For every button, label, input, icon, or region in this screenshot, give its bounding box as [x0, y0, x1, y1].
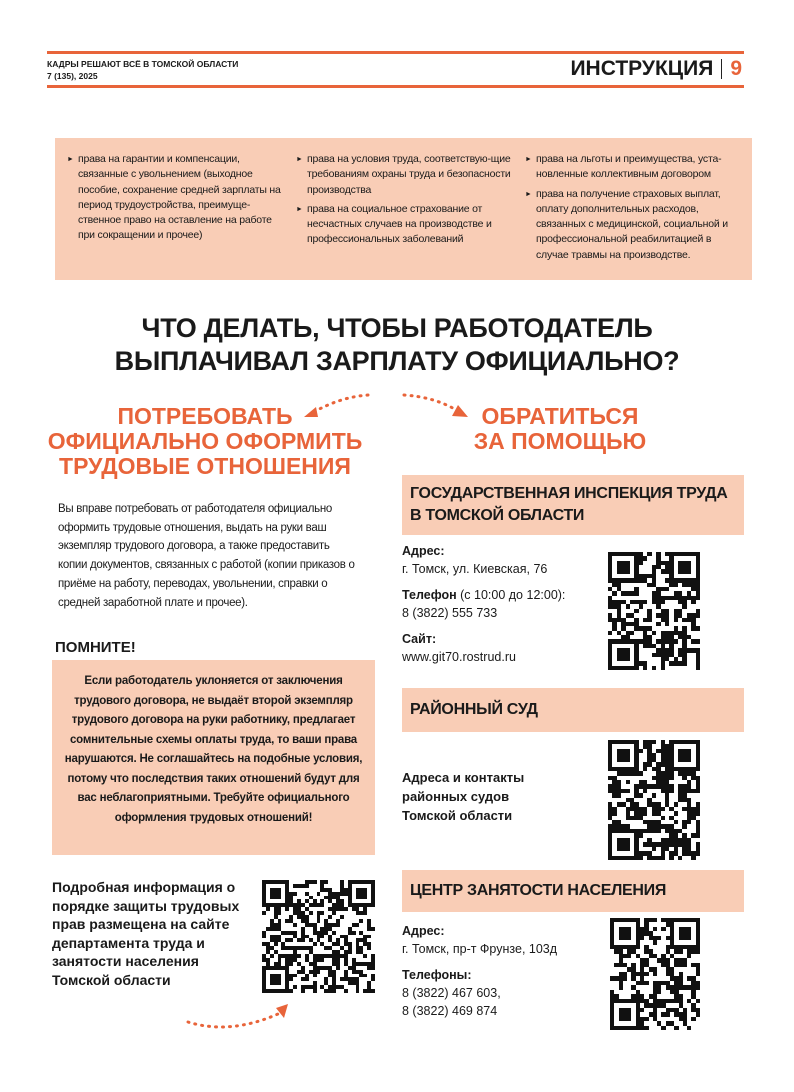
qr-module: [696, 856, 700, 860]
qr-code-department[interactable]: [262, 880, 375, 993]
left-paragraph: Вы вправе потребовать от работодателя официально оформить трудовые отношения, выдать на руки ваш экземпляр трудового договора, а также предоставить копии документов, связанных с работой (копии приказов о приёме на работу, переводах, увольнении, справки о средней заработной плате и прочее).: [58, 503, 355, 609]
more-info-text: Подробная информация о порядке защиты трудовых прав размещена на сайте департамента труда и занятости населения Томской области: [52, 879, 240, 988]
heading-line: ТРУДОВЫЕ ОТНОШЕНИЯ: [59, 453, 351, 479]
git-header: ГОСУДАРСТВЕННАЯ ИНСПЕКЦИЯ ТРУДА В ТОМСКОЙ ОБЛАСТИ: [402, 475, 744, 535]
site-link[interactable]: www.git70.rostrud.ru: [402, 650, 516, 664]
rights-box: [55, 138, 752, 280]
rights-item: ► права на льготы и преимущества, уста-новленные коллективным договором: [525, 152, 742, 183]
rights-item: ► права на условия труда, соответствую-щие требованиям охраны труда и безопасности производства: [296, 152, 513, 198]
rights-item: ► права на получение страховых выплат, оплату дополнительных расходов, связанных с медицинской, социальной и профессиональной реабилитацией в случае травмы на производстве.: [525, 187, 742, 263]
heading-line: ПОТРЕБОВАТЬ: [117, 403, 293, 429]
phone-label: Телефон: [402, 588, 457, 602]
masthead: [47, 58, 238, 82]
main-headline: [0, 312, 794, 378]
remember-box: Если работодатель уклоняется от заключения трудового договора, не выдаёт второй экземпляр трудового договора на руки работнику, предлагает сомнительные схемы оплаты труда, то ваши права нарушаются. Не соглашайтесь на подобные условия, потому что последствия таких отношений будут для вас неблагоприятными. Требуйте официального оформления трудовых отношений!: [52, 660, 375, 855]
rights-item: ► права на гарантии и компенсации, связанные с увольнением (выходное пособие, сохранение средней зарплаты на период трудоустройства, преимуще-ственное право на оставление на работе при сокращении и прочее): [67, 152, 284, 244]
qr-module: [696, 1026, 700, 1030]
left-heading: [40, 404, 370, 479]
rights-item: ► права на социальное страхование от несчастных случаев на производстве и профессиональных заболеваний: [296, 202, 513, 248]
address-value: г. Томск, ул. Киевская, 76: [402, 562, 548, 576]
court-text: Адреса и контакты районных судов Томской области: [402, 770, 525, 823]
phone-value: 8 (3822) 469 874: [402, 1004, 498, 1018]
issue-number: 7 (135), 2025: [47, 71, 98, 81]
heading-line: ЗА ПОМОЩЬЮ: [473, 428, 647, 454]
address-value: г. Томск, пр-т Фрунзе, 103д: [402, 942, 558, 956]
headline-line: ВЫПЛАЧИВАЛ ЗАРПЛАТУ ОФИЦИАЛЬНО?: [114, 346, 680, 376]
top-rule: [47, 51, 744, 54]
site-label: Сайт:: [402, 632, 437, 646]
right-heading: [400, 404, 720, 454]
qr-code-git[interactable]: [608, 552, 700, 670]
arrowhead-icon: [276, 1004, 288, 1018]
address-label: Адрес:: [402, 924, 445, 938]
phone-value: 8 (3822) 467 603,: [402, 986, 501, 1000]
dotted-arrow-bottom: [180, 1000, 300, 1040]
phone-hours: (с 10:00 до 12:00):: [456, 588, 566, 602]
divider: [721, 59, 722, 79]
qr-code-court[interactable]: [608, 740, 700, 860]
headline-line: ЧТО ДЕЛАТЬ, ЧТОБЫ РАБОТОДАТЕЛЬ: [141, 313, 653, 343]
section-title: ИНСТРУКЦИЯ: [570, 57, 714, 80]
court-header: РАЙОННЫЙ СУД: [402, 688, 744, 732]
dotted-line: [188, 1014, 278, 1027]
qr-code-czn[interactable]: [610, 918, 700, 1030]
rights-col-2: [296, 152, 513, 280]
git-contacts: [402, 542, 602, 666]
rights-col-3: [525, 152, 742, 280]
publication-name: КАДРЫ РЕШАЮТ ВСЁ В ТОМСКОЙ ОБЛАСТИ: [47, 59, 239, 69]
qr-module: [696, 666, 700, 670]
address-label: Адрес:: [402, 544, 445, 558]
section-header: [570, 57, 742, 81]
phone-line: [402, 586, 602, 604]
czn-header: ЦЕНТР ЗАНЯТОСТИ НАСЕЛЕНИЯ: [402, 870, 744, 912]
qr-module: [371, 989, 375, 993]
page-number: 9: [730, 57, 742, 80]
czn-contacts: [402, 922, 602, 1020]
header-bottom-rule: [47, 85, 744, 88]
phone-value: 8 (3822) 555 733: [402, 606, 498, 620]
phones-label: Телефоны:: [402, 968, 472, 982]
remember-title: ПОМНИТЕ!: [55, 639, 136, 656]
heading-line: ОБРАТИТЬСЯ: [481, 403, 639, 429]
heading-line: ОФИЦИАЛЬНО ОФОРМИТЬ: [47, 428, 363, 454]
rights-col-1: [67, 152, 284, 280]
